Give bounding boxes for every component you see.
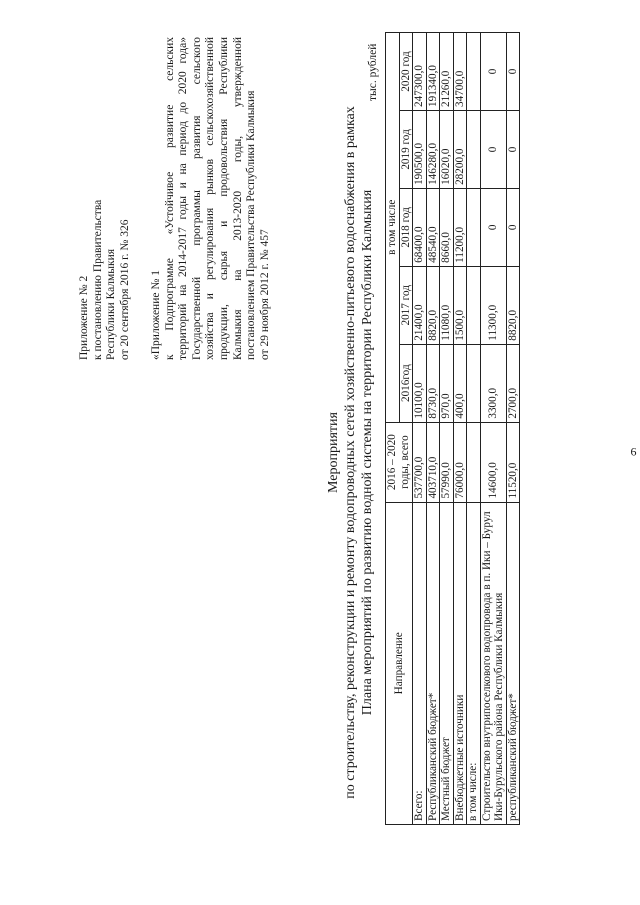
cell-value: 28200,0 bbox=[453, 110, 467, 188]
cell-value: 8820,0 bbox=[506, 266, 520, 344]
cell-value: 34700,0 bbox=[453, 33, 467, 111]
cell-value bbox=[467, 188, 481, 266]
cell-value: 0 bbox=[480, 188, 506, 266]
cell-value bbox=[467, 344, 481, 422]
header-year: 2016год bbox=[399, 344, 413, 422]
document-title: Мероприятия bbox=[326, 412, 341, 493]
cell-value: 11300,0 bbox=[480, 266, 506, 344]
row-name: республиканский бюджет* bbox=[506, 502, 520, 824]
cell-value: 400,0 bbox=[453, 344, 467, 422]
inner-appendix-line: от 29 ноября 2012 г. № 457 bbox=[258, 229, 271, 360]
appendix-line: Приложение № 2 bbox=[78, 275, 90, 360]
table-row bbox=[413, 33, 427, 825]
inner-appendix-line: Калмыкия на 2013-2020 годы, утвержденной bbox=[231, 37, 244, 360]
header-year: 2020 год bbox=[399, 33, 413, 111]
page-number: 6 bbox=[630, 444, 637, 459]
row-name: Республиканский бюджет* bbox=[426, 502, 440, 824]
cell-value: 191340,0 bbox=[426, 33, 440, 111]
row-name: Внебюджетные источники bbox=[453, 502, 467, 824]
row-name: Местный бюджет bbox=[440, 502, 454, 824]
row-name: Всего: bbox=[413, 502, 427, 824]
inner-appendix-line: к Подпрограмме «Устойчивое развитие сельских bbox=[163, 37, 176, 360]
cell-value: 190500,0 bbox=[413, 110, 427, 188]
table-row bbox=[426, 33, 440, 825]
appendix-line: Республики Калмыкия bbox=[105, 248, 118, 360]
cell-value: 0 bbox=[480, 110, 506, 188]
cell-value: 0 bbox=[506, 110, 520, 188]
cell-value: 11080,0 bbox=[440, 266, 454, 344]
header-year: 2019 год bbox=[399, 110, 413, 188]
table-row bbox=[440, 33, 454, 825]
measures-table bbox=[385, 32, 520, 825]
cell-value: 0 bbox=[506, 33, 520, 111]
appendix-line: к постановлению Правительства bbox=[91, 199, 104, 360]
document-subtitle-2: Плана мероприятий по развитию водной системы на территории Республики Калмыкия bbox=[360, 189, 375, 716]
cell-value: 48540,0 bbox=[426, 188, 440, 266]
header-year: 2017 год bbox=[399, 266, 413, 344]
cell-value: 16020,0 bbox=[440, 110, 454, 188]
cell-total: 57990,0 bbox=[440, 422, 454, 502]
table-row bbox=[453, 33, 467, 825]
cell-value: 8820,0 bbox=[426, 266, 440, 344]
header-direction: Направление bbox=[386, 502, 413, 824]
document-subtitle: по строительству, реконструкции и ремонту водопроводных сетей хозяйственно-питьевого водоснабжения в рамках bbox=[343, 106, 358, 799]
cell-value: 3300,0 bbox=[480, 344, 506, 422]
cell-value bbox=[467, 266, 481, 344]
cell-value: 10100,0 bbox=[413, 344, 427, 422]
table-row bbox=[506, 33, 520, 825]
inner-appendix-line: Государственной программы развития сельского bbox=[190, 37, 203, 360]
header-year: 2018 год bbox=[399, 188, 413, 266]
inner-appendix-line: продукции, сырья и продовольствия Республики bbox=[217, 37, 230, 360]
cell-value: 146280,0 bbox=[426, 110, 440, 188]
inner-appendix-line: хозяйства и регулирования рынков сельскохозяйственной bbox=[204, 37, 217, 360]
appendix-block bbox=[78, 140, 132, 360]
header-total: 2016 – 2020 годы, всего bbox=[386, 422, 413, 502]
cell-value: 0 bbox=[480, 33, 506, 111]
inner-appendix-block bbox=[150, 37, 272, 360]
row-name: Строительство внутрипоселкового водопровода в п. Ики – Бурул Ики-Бурульского района Республики Калмыкия bbox=[480, 502, 506, 824]
table-row bbox=[480, 33, 506, 825]
cell-total: 403710,0 bbox=[426, 422, 440, 502]
cell-total: 14600,0 bbox=[480, 422, 506, 502]
header-including: в том числе bbox=[386, 33, 400, 423]
row-name: в том числе: bbox=[467, 502, 481, 824]
cell-total: 76000,0 bbox=[453, 422, 467, 502]
cell-value: 0 bbox=[506, 188, 520, 266]
cell-total: 537700,0 bbox=[413, 422, 427, 502]
cell-total bbox=[467, 422, 481, 502]
cell-value: 68400,0 bbox=[413, 188, 427, 266]
table-row bbox=[467, 33, 481, 825]
inner-appendix-line: территорий на 2014-2017 годы и на период до 2020 года» bbox=[177, 37, 190, 360]
inner-appendix-line: «Приложение № 1 bbox=[150, 270, 162, 360]
cell-value: 1500,0 bbox=[453, 266, 467, 344]
cell-value: 247300,0 bbox=[413, 33, 427, 111]
cell-value: 21400,0 bbox=[413, 266, 427, 344]
cell-total: 11520,0 bbox=[506, 422, 520, 502]
cell-value: 11200,0 bbox=[453, 188, 467, 266]
cell-value: 2700,0 bbox=[506, 344, 520, 422]
appendix-line: от 20 сентября 2016 г. № 326 bbox=[118, 219, 131, 360]
cell-value: 8730,0 bbox=[426, 344, 440, 422]
cell-value bbox=[467, 33, 481, 111]
cell-value bbox=[467, 110, 481, 188]
cell-value: 970,0 bbox=[440, 344, 454, 422]
cell-value: 8660,0 bbox=[440, 188, 454, 266]
units-label: тыс. рублей bbox=[367, 43, 379, 101]
inner-appendix-line: постановлением Правительства Республики Калмыкия bbox=[245, 90, 258, 360]
cell-value: 21260,0 bbox=[440, 33, 454, 111]
